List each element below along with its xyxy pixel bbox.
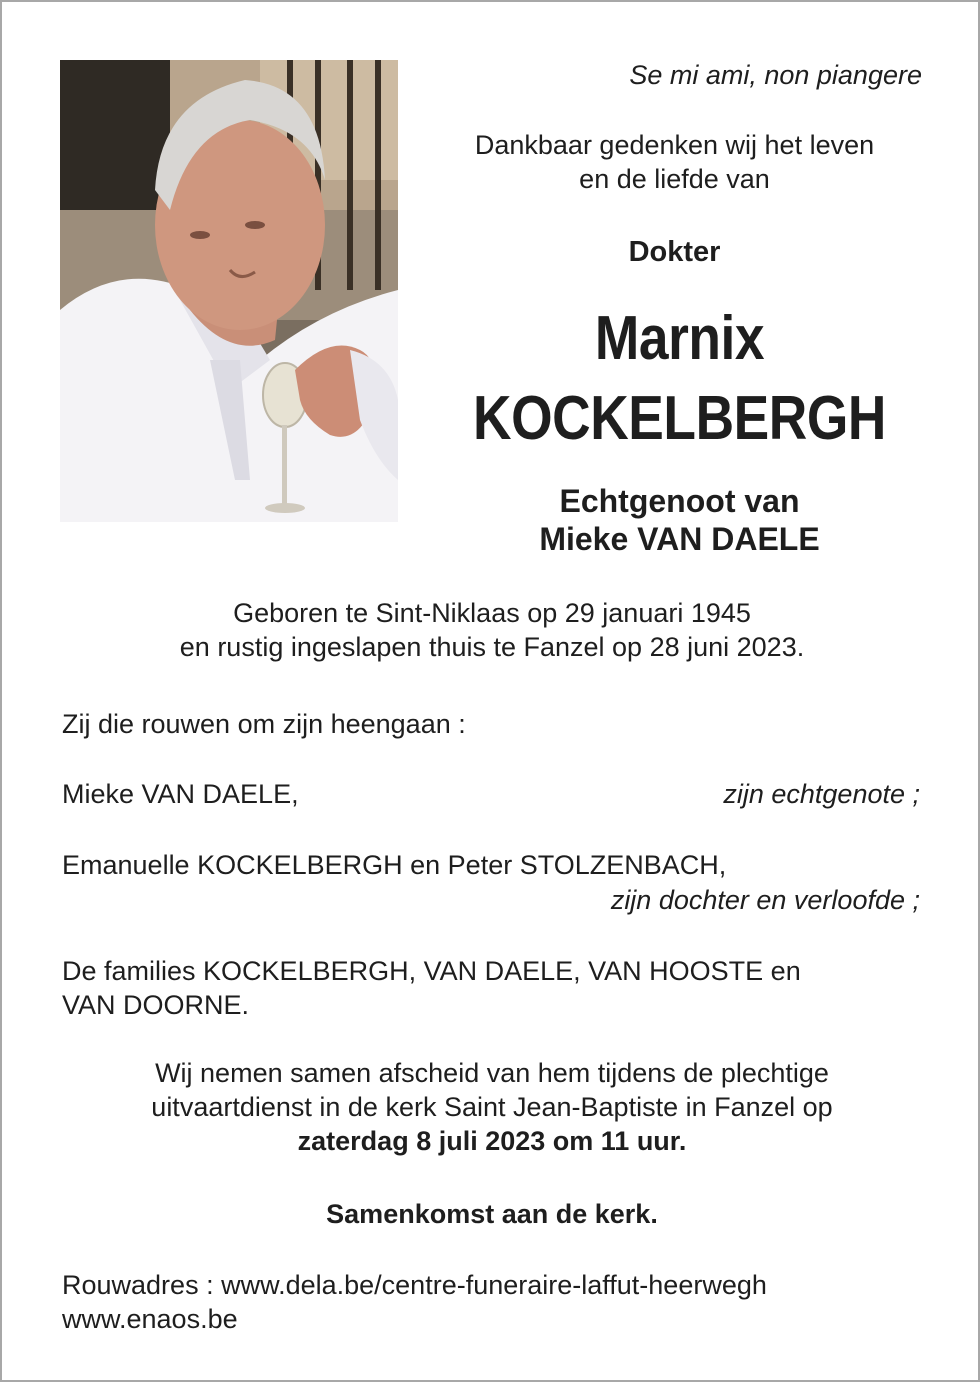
spouse-line-1: Echtgenoot van [559,483,800,519]
first-name: Marnix [594,304,765,373]
families-line-2: VAN DOORNE. [62,990,250,1020]
website: www.enaos.be [62,1304,238,1334]
gathering-note: Samenkomst aan de kerk. [326,1199,658,1229]
intro-line-1: Dankbaar gedenken wij het leven [474,130,875,160]
spouse-block [402,482,957,558]
ceremony-line-1: Wij nemen samen afscheid van hem tijdens de plechtige [155,1058,829,1088]
families-block [62,954,924,1022]
ceremony-block [62,1056,922,1158]
contact-block [62,1268,924,1336]
mourner-2-relation: zijn dochter en verloofde ; [610,885,920,915]
mourners-intro: Zij die rouwen om zijn heengaan : [62,709,466,739]
birth-line: Geboren te Sint-Niklaas op 29 januari 1945 [233,598,751,628]
last-name: KOCKELBERGH [473,384,886,453]
portrait-photo [60,60,398,522]
intro-text [422,128,927,196]
birth-death-block [62,596,922,664]
honorific-title: Dokter [628,236,721,268]
motto: Se mi ami, non piangere [629,60,922,90]
mourner-2-name: Emanuelle KOCKELBERGH en Peter STOLZENBACH, [62,850,727,880]
mourner-1-relation: zijn echtgenote ; [723,779,920,809]
ceremony-line-2: uitvaartdienst in de kerk Saint Jean-Baptiste in Fanzel op [151,1092,833,1122]
spouse-line-2: Mieke VAN DAELE [539,521,820,557]
portrait-illustration [60,60,398,522]
intro-line-2: en de liefde van [579,164,770,194]
condolence-address: Rouwadres : www.dela.be/centre-funeraire-laffut-heerwegh [62,1270,767,1300]
ceremony-date: zaterdag 8 juli 2023 om 11 uur. [297,1126,687,1156]
death-line: en rustig ingeslapen thuis te Fanzel op 28 juni 2023. [179,632,805,662]
families-line-1: De families KOCKELBERGH, VAN DAELE, VAN HOOSTE en [62,956,801,986]
mourner-1-name: Mieke VAN DAELE, [62,779,299,809]
